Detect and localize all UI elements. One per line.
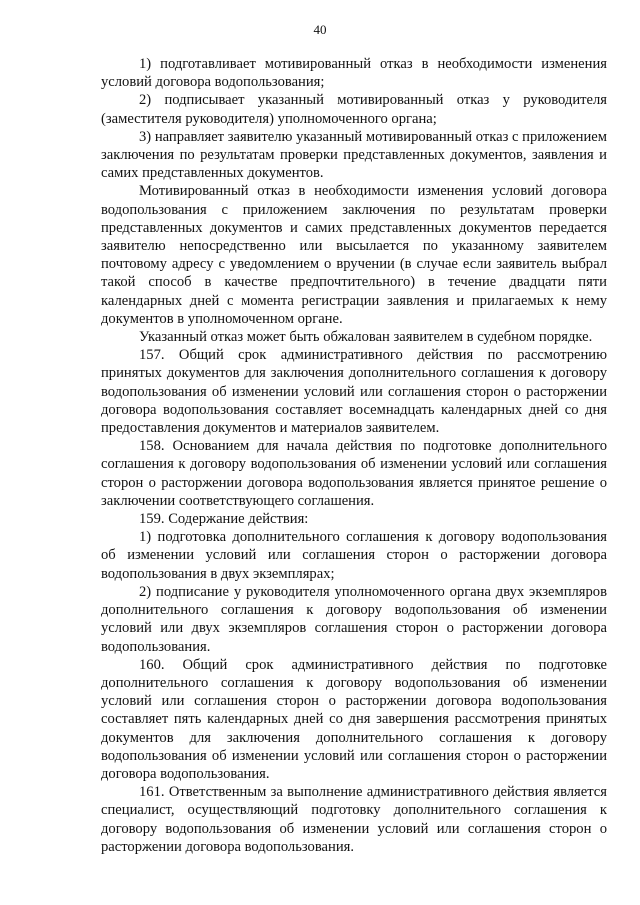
paragraph-159: 159. Содержание действия: — [139, 511, 309, 528]
paragraph-item-2: 2) подписывает указанный мотивированный отказ у руководителя (заместителя руководителя) уполномоченного органа; — [101, 92, 607, 127]
paragraph-158: 158. Основанием для начала действия по подготовке дополнительного соглашения к договору водопользования об изменении условий или соглашения сторон о расторжении договора водопользования является принятое решение о заключении соответствующего соглашения. — [101, 438, 607, 509]
paragraph-appeal: Указанный отказ может быть обжалован заявителем в судебном порядке. — [139, 329, 593, 346]
page-number: 40 — [313, 22, 327, 37]
paragraph-160: 160. Общий срок административного действия по подготовке дополнительного соглашения к договору водопользования об изменении условий или соглашения сторон о расторжении договора водопользования составляет пять календарных дней со дня завершения рассмотрения принятых документов для заключения дополнительного соглашения к договору водопользования об изменении условий или соглашения сторон о расторжении договора водопользования. — [101, 656, 607, 782]
paragraph-motivated-refusal: Мотивированный отказ в необходимости изменения условий договора водопользования с приложением заключения по результатам проверки представленных документов и самих представленных документов передается заявителю непосредственно или высылается по указанному заявителем почтовому адресу с уведомлением о вручении (в случае если заявитель выбрал такой способ в качестве предпочтительного) в течение двадцати пяти календарных дней с момента регистрации заявления и прилагаемых к нему документов в уполномоченном органе. — [101, 183, 607, 327]
paragraph-157: 157. Общий срок административного действия по рассмотрению принятых документов для заключения дополнительного соглашения к договору водопользования об изменении условий или соглашения сторон о расторжении договора водопользования составляет восемнадцать календарных дней со дня предоставления документов и материалов заявителем. — [101, 347, 607, 437]
paragraph-159-item-1: 1) подготовка дополнительного соглашения к договору водопользования об изменении условий или соглашения сторон о расторжении договора водопользования в двух экземплярах; — [101, 529, 607, 582]
document-body — [101, 55, 607, 856]
paragraph-161: 161. Ответственным за выполнение административного действия является специалист, осуществляющий подготовку дополнительного соглашения к договору водопользования об изменении условий или соглашения сторон о расторжении договора водопользования. — [101, 784, 607, 855]
paragraph-item-1: 1) подготавливает мотивированный отказ в необходимости изменения условий договора водопользования; — [101, 56, 607, 91]
paragraph-159-item-2: 2) подписание у руководителя уполномоченного органа двух экземпляров дополнительного соглашения к договору водопользования об изменении условий или двух экземпляров соглашения сторон о расторжении договора водопользования. — [101, 583, 607, 655]
paragraph-item-3: 3) направляет заявителю указанный мотивированный отказ с приложением заключения по результатам проверки представленных документов, заявления и самих представленных документов. — [101, 128, 607, 182]
